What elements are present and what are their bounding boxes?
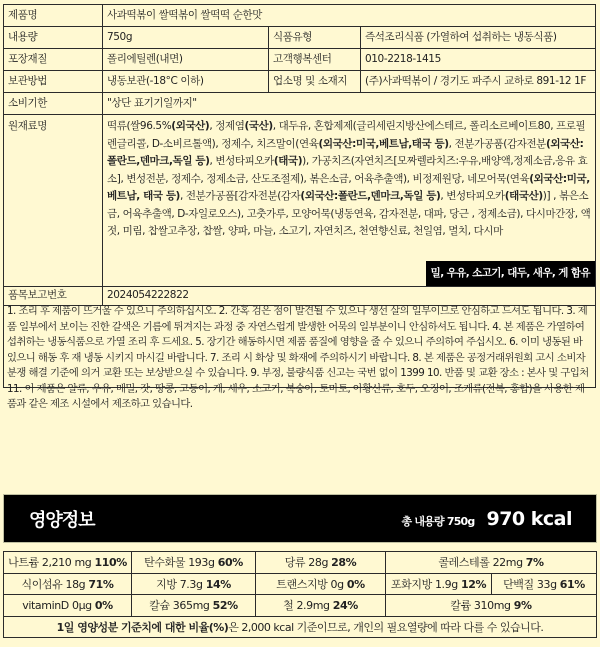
nutrient-calcium: 칼슘 365mg 52%: [132, 595, 256, 617]
nutrient-potassium: 칼륨 310mg 9%: [386, 595, 597, 617]
value-product-name: 사과떡볶이 쌀떡볶이 쌀떡떡 순한맛: [103, 5, 596, 27]
cautions-notes: 1. 조리 후 제품이 뜨거울 수 있으니 주의하십시오. 2. 간혹 검은 점이 발견될 수 있으나 생선 살의 일부이므로 안심하고 드셔도 됩니다. 3. 제품 일부에서 보이는 진한 갈색은 기름에 튀겨지는 과정 중 자연스럽게 발생한 어묵의 일부분이니 안심하셔도 됩니다. 4. 본 제품은 가열하여 섭취하는 냉동식품으로 가열 조리 후 드세요. 5. 장기간 해동하시면 제품 품질에 영향을 줄 수 있으니 주의하여 주십시오. 6. 이미 냉동된 바 있으니 해동 후 재 냉동 시키지 마시길 바랍니다. 7. 조리 시 화상 및 화재에 주의하시기 바랍니다. 8. 본 제품은 공정거래위원회 고시 소비자 분쟁 해결 기준에 의거 교환 또는 보상받으실 수 있습니다. 9. 부정, 불량식품 신고는 국번 없이 1399 10. 반품 및 교환 장소 : 본사 및 구입처 11. 이 제품은 알류, 우유, 메밀, 잣, 땅콩, 고등어, 게, 새우, 소고기, 복숭아, 토마토, 아황산류, 호두, 오징어, 조개류(전복, 홍합)을 사용한 제품과 같은 제조 시설에서 제조하고 있습니다.: [3, 302, 596, 388]
value-packaging: 폴리에틸렌(내면): [103, 49, 269, 71]
value-company: (주)사과떡볶이 / 경기도 파주시 교하로 891-12 1F: [361, 71, 596, 93]
label-content: 내용량: [4, 27, 103, 49]
row-ingredients: [4, 115, 596, 287]
ingredients-text: 떡류(쌀96.5%(외국산), 정제염(국산), 대두유, 혼합제제(글리세린지방산에스테르, 폴리소르베이트80, 프로필렌글리콜, D-소비르톨액), 정제수, 치즈말이(연육(외국산:미국,베트남,태국 등), 전분가공품(감자전분(외국산:폴란드,덴마크,독일 등), 변성타피오카(태국)), 가공치즈(자연치즈[모짜렐라치즈:우유,배양액,정제소금,응유 효소], 변성전분, 정제수, 정제소금, 산도조절제), 볶은소금, 어육추출액), 비정제원당, 네모어묵(연육(외국산:미국, 베트남, 태국 등), 전분가공품[감자전분(감자(외국산:폴란드,덴마크,독일 등), 변성타피오카(태국산))] , 볶은소금, 어육추출액, D-자일로오스), 고춧가루, 모양어묵(냉동연육, 감자전분, 대파, 당근 , 정제소금), 다시마간장, 액젓, 미림, 찹쌀고추장, 찹쌀, 양파, 마늘, 소고기, 자연치즈, 천연향신료, 천일염, 멸치, 다시마: [107, 120, 591, 237]
nutrition-row-3: [4, 595, 597, 617]
value-report-number: 2024054222822: [103, 287, 596, 306]
nutrition-header: [3, 494, 597, 543]
allergen-notice: 밀, 우유, 소고기, 대두, 새우, 게 함유: [426, 261, 595, 287]
nutrition-footnote: 1일 영양성분 기준치에 대한 비율(%)은 2,000 kcal 기준이므로, 개인의 필요열량에 따라 다를 수 있습니다.: [4, 616, 597, 638]
label-expiry: 소비기한: [4, 93, 103, 115]
value-expiry: "상단 표기기일까지": [103, 93, 596, 115]
label-ingredients: 원재료명: [4, 115, 103, 287]
nutrition-total-content: 총 내용량 750g: [401, 514, 475, 528]
nutrient-dietary-fiber: 식이섬유 18g 71%: [4, 573, 132, 595]
value-customer-center: 010-2218-1415: [361, 49, 596, 71]
value-storage: 냉동보관(-18°C 이하): [103, 71, 269, 93]
label-report-number: 품목보고번호: [4, 287, 103, 306]
value-ingredients: [103, 115, 596, 287]
label-food-type: 식품유형: [269, 27, 361, 49]
row-expiry: [4, 93, 596, 115]
row-content: [4, 27, 596, 49]
nutrient-cholesterol: 콜레스테롤 22mg 7%: [386, 552, 597, 574]
product-info-table: [3, 4, 596, 306]
nutrient-sodium: 나트륨 2,210 mg 110%: [4, 552, 132, 574]
row-packaging: [4, 49, 596, 71]
nutrient-carbohydrate: 탄수화물 193g 60%: [132, 552, 256, 574]
nutrition-row-2: [4, 573, 597, 595]
nutrition-row-1: [4, 552, 597, 574]
nutrition-grid: [3, 551, 597, 638]
nutrient-trans-fat: 트랜스지방 0g 0%: [256, 573, 386, 595]
nutrient-sugars: 당류 28g 28%: [256, 552, 386, 574]
label-product-name: 제품명: [4, 5, 103, 27]
nutrient-iron: 철 2.9mg 24%: [256, 595, 386, 617]
nutrition-title: 영양정보: [29, 509, 95, 531]
nutrition-kcal: 970 kcal: [486, 507, 572, 530]
label-company: 업소명 및 소재지: [269, 71, 361, 93]
row-storage: [4, 71, 596, 93]
nutrient-fat: 지방 7.3g 14%: [132, 573, 256, 595]
nutrient-vitamin-d: vitaminD 0μg 0%: [4, 595, 132, 617]
nutrition-footer-row: [4, 616, 597, 638]
nutrition-summary: [401, 508, 572, 530]
value-content: 750g: [103, 27, 269, 49]
value-food-type: 즉석조리식품 (가열하여 섭취하는 냉동식품): [361, 27, 596, 49]
label-storage: 보관방법: [4, 71, 103, 93]
nutrient-protein: 단백질 33g 61%: [492, 573, 597, 595]
nutrient-saturated-fat: 포화지방 1.9g 12%: [386, 573, 492, 595]
label-packaging: 포장재질: [4, 49, 103, 71]
label-customer-center: 고객행복센터: [269, 49, 361, 71]
row-product-name: [4, 5, 596, 27]
